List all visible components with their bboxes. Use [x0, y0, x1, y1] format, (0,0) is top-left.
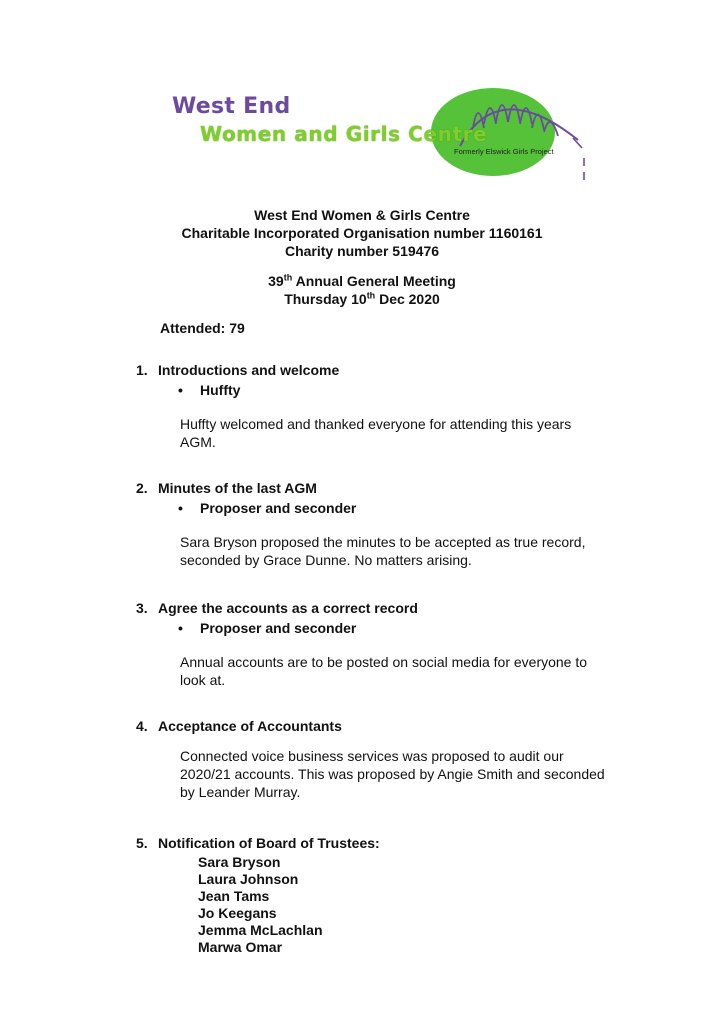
- trustee-name: Jean Tams: [198, 888, 270, 904]
- logo-subtitle: Formerly Elswick Girls Project: [454, 147, 554, 156]
- organisation-logo: [168, 78, 598, 188]
- agenda-item-1: [136, 361, 616, 451]
- agenda-item-bullet: • Proposer and seconder: [178, 500, 357, 516]
- agenda-item-title: 1. Introductions and welcome: [136, 362, 340, 378]
- agenda-item-text: Huffty welcomed and thanked everyone for attending this years AGM.: [180, 416, 572, 450]
- trustee-name: Marwa Omar: [198, 939, 283, 955]
- agenda-item-title: 4. Acceptance of Accountants: [136, 718, 342, 734]
- agenda-item-5: [136, 834, 616, 956]
- organisation-name: West End Women & Girls Centre: [254, 207, 470, 223]
- agenda-item-text: Sara Bryson proposed the minutes to be accepted as true record, seconded by Grace Dunne. No matters arising.: [180, 534, 586, 568]
- charity-number: Charity number 519476: [284, 243, 440, 259]
- logo-title-line1: West End: [172, 94, 291, 119]
- meeting-date: Thursday 10th Dec 2020: [284, 290, 440, 307]
- meeting-header: [0, 272, 724, 308]
- agenda-item-title: 5. Notification of Board of Trustees:: [136, 835, 380, 851]
- trustee-list: [198, 854, 616, 956]
- agenda-item-3: [136, 599, 616, 689]
- agenda-item-4: [136, 717, 616, 801]
- agenda-item-title: 2. Minutes of the last AGM: [136, 480, 317, 496]
- agenda-item-title: 3. Agree the accounts as a correct record: [136, 600, 418, 616]
- organisation-header: [0, 206, 724, 260]
- trustee-name: Sara Bryson: [198, 854, 281, 870]
- agenda-item-text: Connected voice business services was proposed to audit our 2020/21 accounts. This was proposed by Angie Smith and seconded by Leander Murray.: [180, 748, 605, 800]
- trustee-name: Jemma McLachlan: [198, 922, 323, 938]
- agenda-item-bullet: • Huffty: [178, 382, 241, 398]
- attendance-count: Attended: 79: [160, 320, 245, 336]
- meeting-title: 39th Annual General Meeting: [268, 272, 456, 289]
- logo-title-line2: Women and Girls Centre: [200, 122, 488, 146]
- trustee-name: Laura Johnson: [198, 871, 299, 887]
- cio-number: Charitable Incorporated Organisation number 1160161: [181, 225, 543, 241]
- agenda-item-bullet: • Proposer and seconder: [178, 620, 357, 636]
- agenda-item-2: [136, 479, 616, 569]
- agenda-item-text: Annual accounts are to be posted on social media for everyone to look at.: [180, 654, 588, 688]
- trustee-name: Jo Keegans: [198, 905, 277, 921]
